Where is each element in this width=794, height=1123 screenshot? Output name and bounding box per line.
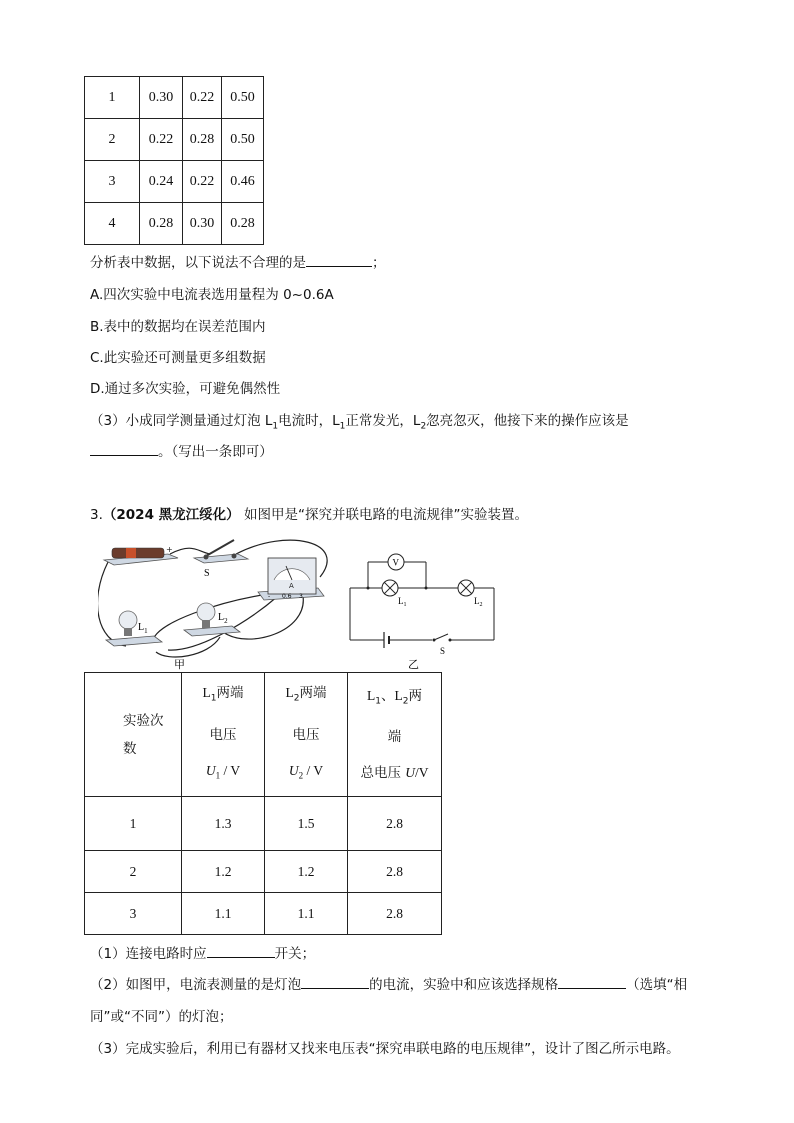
- table2-cell: 1.2: [265, 851, 348, 893]
- table1-cell: 0.28: [222, 203, 264, 245]
- q2-text-a: （2）如图甲，电流表测量的是灯泡: [90, 977, 302, 993]
- table2-cell: 1.1: [182, 893, 265, 935]
- yi-switch-label: S: [440, 646, 446, 656]
- problem-text: 如图甲是“探究并联电路的电流规律”实验装置。: [243, 507, 528, 523]
- meter-terminal-neg: -: [268, 593, 271, 600]
- switch-label: S: [204, 568, 210, 579]
- q3-sub-3: 2: [420, 421, 427, 432]
- table2-cell: 1.2: [182, 851, 265, 893]
- lamp-2-label: $L_2$: [218, 612, 228, 625]
- answer-blank[interactable]: [207, 943, 275, 958]
- q2-prompt-end: ；: [372, 255, 386, 271]
- table2-cell: 2.8: [348, 893, 442, 935]
- data-table-2: [84, 672, 442, 935]
- h2-unit: / V: [303, 763, 324, 778]
- table2-cell: 1.1: [265, 893, 348, 935]
- switch-lever-icon: [206, 540, 234, 556]
- table1-row: [85, 161, 264, 203]
- q-2-line: [90, 973, 687, 993]
- h1-U-sub: 1: [215, 770, 221, 781]
- table1-cell: 0.24: [140, 161, 183, 203]
- table2-row: [85, 893, 442, 935]
- table1-cell: 4: [85, 203, 140, 245]
- h3-U: U: [405, 765, 416, 781]
- figure-yi-caption: 乙: [408, 658, 419, 671]
- answer-blank[interactable]: [301, 974, 369, 989]
- q2-text-b: 的电流，实验中和应该选择规格: [369, 977, 559, 993]
- switch-base: [194, 554, 248, 563]
- option-a: A.四次实验中电流表选用量程为 0~0.6A: [90, 287, 334, 303]
- table2-row: [85, 851, 442, 893]
- header-trial-line1: 实验次: [123, 712, 164, 729]
- table1-cell: 2: [85, 119, 140, 161]
- table1-cell: 0.46: [222, 161, 264, 203]
- h1-unit: / V: [220, 763, 241, 778]
- yi-lamp-2-label: $L_2$: [474, 596, 483, 608]
- lamp-2-icon: [197, 603, 215, 621]
- q3-sub-2: 1: [339, 421, 346, 432]
- h1-voltage: 电压: [209, 727, 237, 743]
- figure-yi-circuit: [346, 546, 498, 672]
- option-b: B.表中的数据均在误差范围内: [90, 319, 266, 335]
- h3-sub1: 1: [375, 696, 381, 707]
- q3-text-2: 电流时，L: [278, 413, 340, 429]
- answer-blank[interactable]: [90, 441, 158, 456]
- table1-cell: 0.50: [222, 119, 264, 161]
- table2-header-trial: [85, 673, 182, 797]
- table1-cell: 0.50: [222, 77, 264, 119]
- option-d: D.通过多次实验，可避免偶然性: [90, 381, 281, 397]
- switch-symbol-icon: [434, 634, 448, 640]
- table1-cell: 0.30: [140, 77, 183, 119]
- h3-L1: L: [367, 687, 376, 703]
- h2-U: U: [288, 763, 299, 778]
- table2-cell: 2: [85, 851, 182, 893]
- h3-sub2: 2: [402, 696, 409, 707]
- svg-text:+: +: [166, 545, 173, 554]
- table2-cell: 2.8: [348, 797, 442, 851]
- q3-text-1: （3）小成同学测量通过灯泡 L: [90, 413, 273, 429]
- table2-header-total: [348, 673, 442, 797]
- table1-row: [85, 203, 264, 245]
- table1-cell: 0.22: [140, 119, 183, 161]
- table2-cell: 3: [85, 893, 182, 935]
- table1-cell: 1: [85, 77, 140, 119]
- problem-source: （2024 黑龙江绥化）: [102, 507, 240, 523]
- table2-cell: 1.5: [265, 797, 348, 851]
- q1-text-a: （1）连接电路时应: [90, 946, 207, 962]
- table2-row: [85, 797, 442, 851]
- table2-cell: 1.3: [182, 797, 265, 851]
- meter-terminal-06: 0.6: [282, 593, 292, 600]
- q3-answer-line: [90, 440, 273, 460]
- h2-sub: 2: [293, 694, 300, 704]
- yi-lamp-1-label: $L_1$: [398, 596, 407, 608]
- q2-text-c: （选填“相: [626, 977, 688, 993]
- figure-jia-apparatus: [98, 532, 344, 672]
- answer-blank[interactable]: [558, 974, 626, 989]
- table2-cell: 2.8: [348, 851, 442, 893]
- figure-jia-caption: 甲: [174, 658, 185, 671]
- battery-icon: [112, 548, 164, 558]
- table1-row: [85, 119, 264, 161]
- h1-sub: 1: [210, 694, 217, 704]
- h1-L: L: [202, 685, 211, 701]
- h3-L2: 、L: [381, 687, 403, 703]
- problem-number: 3.: [90, 507, 103, 523]
- q3-text-4: 忽亮忽灭，他接下来的操作应该是: [426, 413, 629, 429]
- q-1-line: [90, 942, 315, 962]
- table2-cell: 1: [85, 797, 182, 851]
- q-3-line: （3）完成实验后，利用已有器材又找来电压表“探究串联电路的电压规律”，设计了图乙所示电路。: [90, 1041, 680, 1057]
- h2-voltage: 电压: [292, 727, 320, 743]
- table2-header-u1: [182, 673, 265, 797]
- table1-cell: 0.22: [183, 77, 222, 119]
- q2-prompt-text: 分析表中数据，以下说法不合理的是: [90, 255, 306, 271]
- problem-3-heading: [90, 503, 528, 523]
- q3-text-3: 正常发光，L: [345, 413, 421, 429]
- h1-U: U: [205, 763, 216, 778]
- option-c: C.此实验还可测量更多组数据: [90, 350, 266, 366]
- h1-text: 两端: [216, 685, 244, 702]
- meter-terminal-3: 3: [299, 593, 303, 600]
- h2-U-sub: 2: [298, 770, 304, 781]
- table1-row: [85, 77, 264, 119]
- table1-cell: 0.28: [140, 203, 183, 245]
- h3-text: 两: [408, 687, 422, 704]
- table1-cell: 0.30: [183, 203, 222, 245]
- answer-blank[interactable]: [306, 252, 372, 267]
- q1-text-b: 开关；: [274, 946, 316, 962]
- table2-header-u2: [265, 673, 348, 797]
- table1-cell: 0.28: [183, 119, 222, 161]
- q-2-line-2: 同”或“不同”）的灯泡；: [90, 1009, 233, 1025]
- header-trial-line2: 数: [123, 740, 137, 757]
- table1-cell: 0.22: [183, 161, 222, 203]
- h3-total: 总电压: [360, 765, 406, 782]
- lamp-1-icon: [119, 611, 137, 629]
- svg-text:A: A: [289, 582, 294, 590]
- table1-cell: 3: [85, 161, 140, 203]
- h2-text: 两端: [299, 685, 327, 702]
- lamp-1-label: $L_1$: [138, 622, 148, 635]
- table2-header-row: [85, 673, 442, 797]
- q3-line: [90, 409, 629, 432]
- h3-duan: 端: [387, 729, 402, 746]
- q3-sub-1: 1: [272, 421, 279, 432]
- voltmeter-label: V: [392, 557, 399, 568]
- h3-unit: /V: [415, 765, 429, 781]
- q3-tail: 。（写出一条即可）: [158, 444, 273, 460]
- data-table-1: [84, 76, 264, 245]
- q2-prompt: [90, 251, 386, 271]
- h2-L: L: [285, 685, 294, 701]
